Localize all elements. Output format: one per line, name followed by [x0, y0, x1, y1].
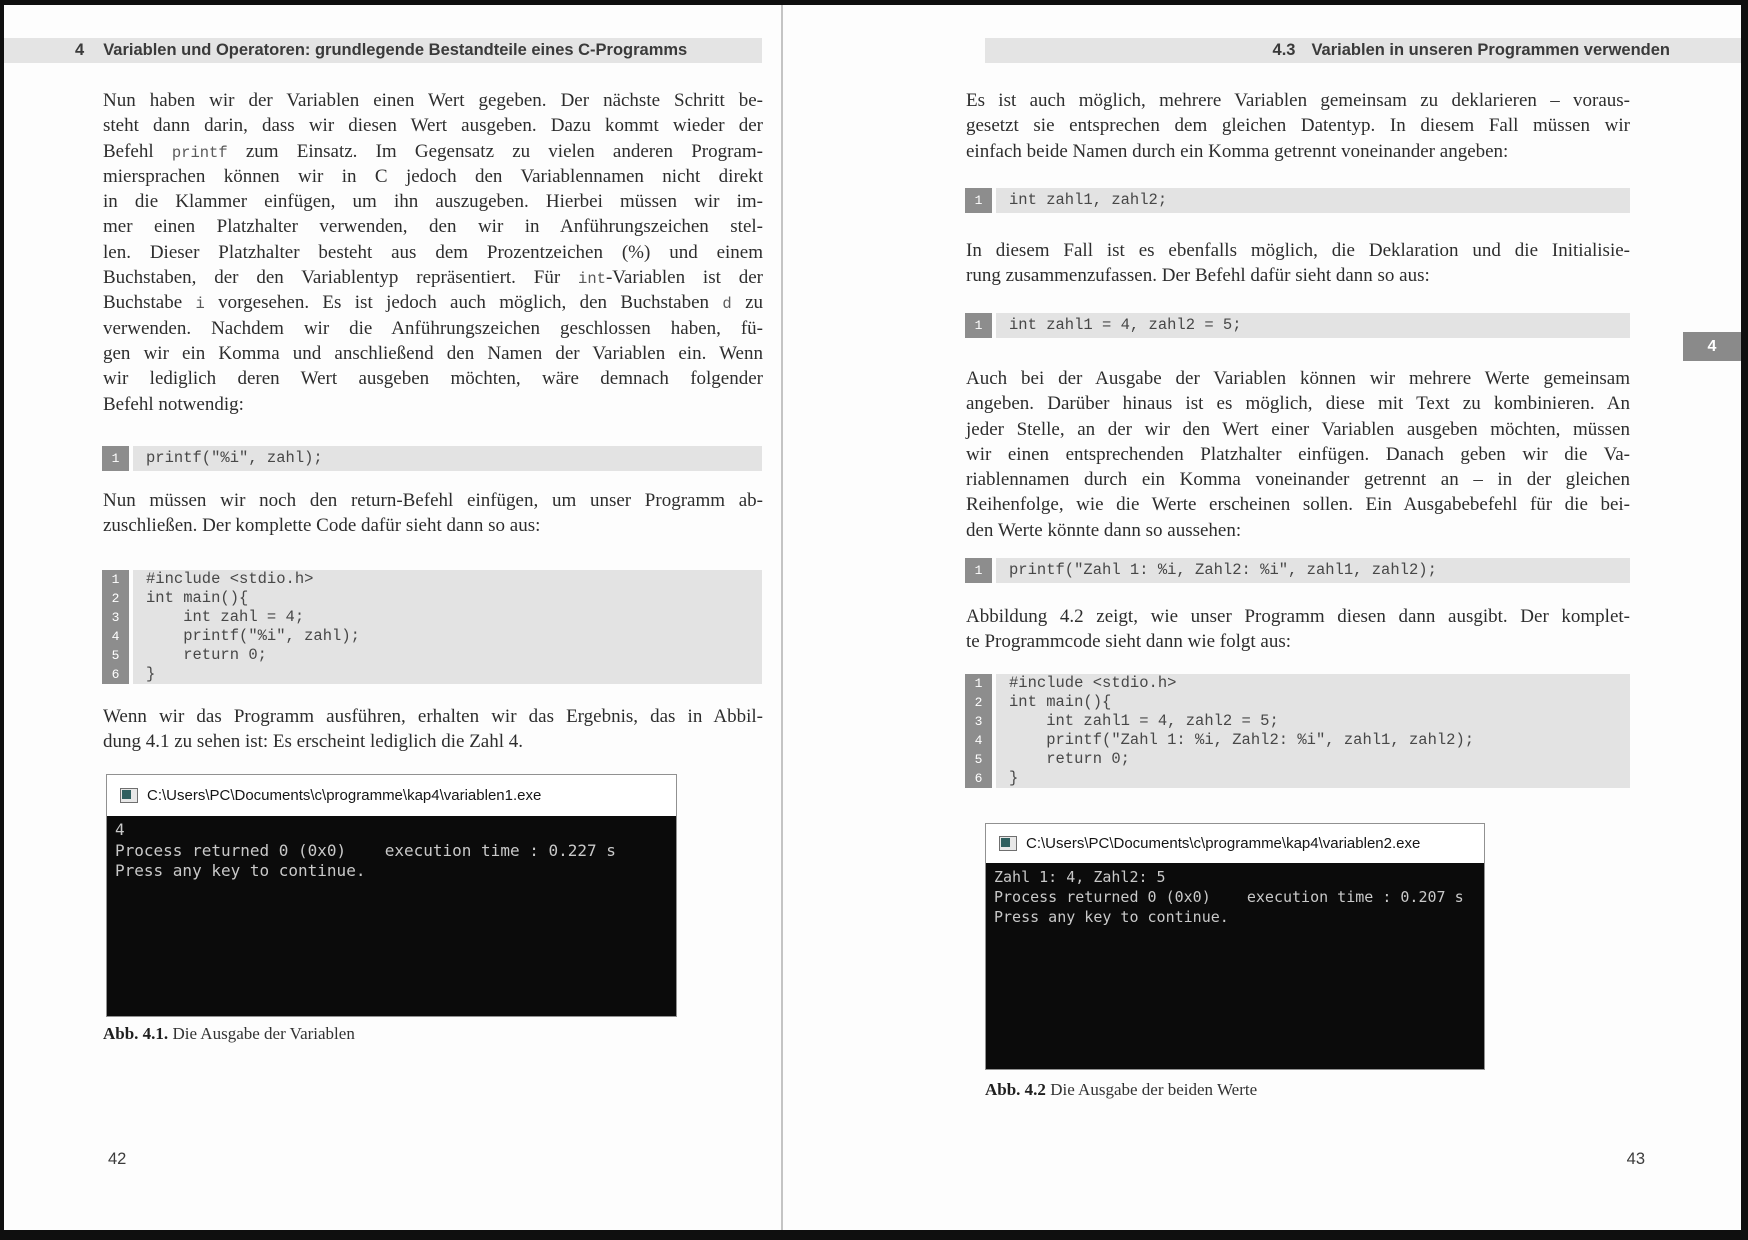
line-number: 6	[102, 665, 129, 684]
paragraph	[966, 238, 1630, 289]
text-segment: te Programmcode sieht dann wie folgt aus:	[966, 631, 1292, 653]
line-number: 6	[965, 769, 992, 788]
inline-code: printf	[171, 143, 228, 162]
page-number: 43	[1626, 1150, 1645, 1168]
figure-caption	[985, 1080, 1257, 1100]
text-segment: verwenden. Nachdem wir die Anführungszeichen geschlossen haben, fü-	[103, 317, 763, 339]
code-line	[102, 608, 762, 627]
caption-text: Die Ausgabe der Variablen	[168, 1024, 355, 1043]
line-number: 3	[102, 608, 129, 627]
page-divider	[781, 5, 783, 1230]
caption-label: Abb. 4.2	[985, 1080, 1046, 1099]
text-line	[103, 392, 763, 417]
code-text: return 0;	[996, 750, 1630, 769]
text-segment: riablennamen durch ein Komma voneinander getrennt an – in der gleichen	[966, 469, 1630, 491]
text-line	[966, 518, 1630, 543]
text-segment: gesetzt sie entsprechen dem gleichen Datentyp. In diesem Fall müssen wir	[966, 115, 1630, 137]
text-segment: angeben. Darüber hinaus ist es möglich, diese mit Text zu kombinieren. An	[966, 393, 1630, 415]
text-segment: wir einen entsprechenden Platzhalter einfügen. Danach geben wir die Va-	[966, 443, 1630, 465]
console-icon-screen	[122, 790, 131, 799]
text-line	[966, 417, 1630, 442]
text-line	[103, 240, 763, 265]
console-titlebar	[107, 775, 676, 816]
scan-border-left	[0, 0, 4, 1240]
code-text: int zahl1, zahl2;	[996, 188, 1630, 213]
code-line	[102, 589, 762, 608]
console-screen	[986, 863, 1484, 1069]
text-line	[103, 88, 763, 113]
text-segment: len. Dieser Platzhalter besteht aus dem Prozentzeichen (%) und einem	[103, 241, 763, 263]
text-segment: wir lediglich deren Wert ausgeben möchten, wäre demnach folgender	[103, 368, 763, 390]
text-segment: jeder Stelle, an der wir den Wert einer Variablen ausgeben möchten, müssen	[966, 418, 1630, 440]
paragraph	[103, 704, 763, 755]
code-line	[965, 674, 1630, 693]
text-line	[103, 704, 763, 729]
text-line	[966, 442, 1630, 467]
text-line	[966, 139, 1630, 164]
text-segment: in die Klammer einfügen, um ihn auszugeben. Hierbei müssen wir im-	[103, 191, 763, 213]
text-segment: In diesem Fall ist es ebenfalls möglich, die Deklaration und die Initialisie-	[966, 240, 1630, 261]
text-segment: Nun haben wir der Variablen einen Wert gegeben. Der nächste Schritt be-	[103, 90, 763, 111]
code-line	[102, 665, 762, 684]
inline-code: i	[195, 295, 205, 314]
code-listing	[965, 558, 1630, 583]
paragraph	[966, 604, 1630, 655]
code-line	[102, 646, 762, 665]
line-number: 5	[965, 750, 992, 769]
text-segment: einfach beide Namen durch ein Komma getrennt voneinander angeben:	[966, 140, 1509, 162]
text-line	[103, 113, 763, 138]
line-number: 4	[102, 627, 129, 646]
text-segment: Befehl notwendig:	[103, 393, 244, 415]
line-number: 1	[965, 674, 992, 693]
scan-border-right	[1741, 0, 1748, 1240]
code-line	[965, 188, 1630, 213]
console-icon-screen	[1001, 838, 1010, 847]
figure-caption	[103, 1024, 355, 1044]
console-output-line: Process returned 0 (0x0) execution time : 0.207 s	[994, 888, 1464, 906]
line-number: 2	[965, 693, 992, 712]
code-text: printf("Zahl 1: %i, Zahl2: %i", zahl1, zahl2);	[996, 558, 1630, 583]
text-segment: Reihenfolge, wie die Werte erscheinen sollen. Ein Ausgabebefehl für die bei-	[966, 494, 1630, 516]
code-line	[965, 712, 1630, 731]
code-text: printf("%i", zahl);	[133, 446, 762, 471]
section-title: Variablen in unseren Programmen verwenden	[1311, 41, 1670, 59]
code-listing	[102, 446, 762, 471]
text-line	[103, 265, 763, 290]
code-line	[965, 731, 1630, 750]
inline-code: d	[722, 295, 732, 314]
code-text: }	[996, 769, 1630, 788]
text-line	[966, 604, 1630, 629]
text-line	[103, 488, 763, 513]
console-output-line: Press any key to continue.	[994, 908, 1229, 926]
code-listing	[965, 313, 1630, 338]
text-line	[966, 629, 1630, 654]
text-segment: gen wir ein Komma und anschließend den Namen der Variablen ein. Wenn	[103, 342, 763, 364]
text-segment: Buchstabe	[103, 292, 196, 314]
console-output-line: Press any key to continue.	[115, 861, 366, 880]
paragraph	[103, 488, 763, 539]
line-number: 1	[102, 570, 129, 589]
text-segment: vorgesehen. Es ist jedoch auch möglich, den Buchstaben	[204, 292, 723, 314]
code-text: return 0;	[133, 646, 762, 665]
code-text: printf("Zahl 1: %i, Zahl2: %i", zahl1, zahl2);	[996, 731, 1630, 750]
text-line	[103, 214, 763, 239]
line-number: 1	[965, 188, 992, 213]
chapter-thumb-tab: 4	[1683, 332, 1741, 361]
running-header-left	[4, 38, 762, 63]
code-line	[965, 750, 1630, 769]
text-segment: zum Einsatz. Im Gegensatz zu vielen anderen Program-	[227, 140, 763, 162]
text-line	[966, 113, 1630, 138]
console-window-icon	[120, 788, 138, 803]
text-line	[966, 263, 1630, 288]
code-line	[102, 627, 762, 646]
text-segment: mer einen Platzhalter verwenden, den wir in Anführungszeichen stel-	[103, 216, 763, 238]
text-line	[103, 366, 763, 391]
line-number: 1	[102, 446, 129, 471]
code-text: int zahl1 = 4, zahl2 = 5;	[996, 313, 1630, 338]
code-line	[965, 558, 1630, 583]
paragraph	[103, 88, 763, 417]
text-segment: Befehl	[103, 140, 172, 162]
text-segment: zu	[731, 292, 763, 314]
inline-code: int	[578, 270, 606, 289]
console-title-path: C:\Users\PC\Documents\c\programme\kap4\variablen1.exe	[147, 787, 542, 804]
text-line	[103, 189, 763, 214]
text-line	[966, 238, 1630, 263]
code-text: int main(){	[996, 693, 1630, 712]
code-text: #include <stdio.h>	[996, 674, 1630, 693]
caption-label: Abb. 4.1.	[103, 1024, 169, 1043]
console-window	[985, 823, 1485, 1070]
text-line	[103, 729, 763, 754]
console-output-line: Zahl 1: 4, Zahl2: 5	[994, 868, 1166, 886]
section-number: 4.3	[1272, 41, 1296, 59]
text-line	[103, 341, 763, 366]
console-titlebar	[986, 824, 1484, 863]
chapter-title: Variablen und Operatoren: grundlegende Bestandteile eines C-Programms	[103, 41, 688, 59]
code-line	[965, 769, 1630, 788]
text-segment: Auch bei der Ausgabe der Variablen können wir mehrere Werte gemeinsam	[966, 368, 1630, 389]
code-text: int zahl = 4;	[133, 608, 762, 627]
line-number: 1	[965, 313, 992, 338]
code-line	[102, 570, 762, 589]
text-line	[103, 513, 763, 538]
line-number: 5	[102, 646, 129, 665]
text-line	[103, 316, 763, 341]
code-text: printf("%i", zahl);	[133, 627, 762, 646]
text-segment: Buchstaben, der den Variablentyp repräsentiert. Für	[103, 267, 579, 289]
text-segment: Es ist auch möglich, mehrere Variablen gemeinsam zu deklarieren – voraus-	[966, 90, 1630, 111]
text-line	[966, 391, 1630, 416]
paragraph	[966, 88, 1630, 164]
line-number: 2	[102, 589, 129, 608]
text-segment: miersprachen können wir in C jedoch den Variablennamen nicht direkt	[103, 165, 763, 187]
scan-border-bottom	[0, 1230, 1748, 1240]
text-segment: Nun müssen wir noch den return-Befehl einfügen, um unser Programm ab-	[103, 490, 763, 511]
code-listing	[965, 674, 1630, 788]
caption-text: Die Ausgabe der beiden Werte	[1045, 1080, 1258, 1099]
paragraph	[966, 366, 1630, 543]
text-line	[103, 139, 763, 164]
chapter-number: 4	[75, 41, 85, 59]
text-segment: rung zusammenzufassen. Der Befehl dafür sieht dann so aus:	[966, 265, 1430, 287]
code-text: int main(){	[133, 589, 762, 608]
line-number: 1	[965, 558, 992, 583]
text-segment: den Werte könnte dann so aussehen:	[966, 519, 1242, 541]
text-line	[103, 290, 763, 315]
console-window	[106, 774, 677, 1017]
console-title-path: C:\Users\PC\Documents\c\programme\kap4\variablen2.exe	[1026, 835, 1421, 852]
code-listing	[965, 188, 1630, 213]
console-screen	[107, 816, 676, 1016]
console-output-line: 4	[115, 820, 125, 839]
code-line	[965, 693, 1630, 712]
code-listing	[102, 570, 762, 684]
text-segment: -Variablen ist der	[605, 267, 763, 289]
code-line	[965, 313, 1630, 338]
code-text: #include <stdio.h>	[133, 570, 762, 589]
line-number: 4	[965, 731, 992, 750]
text-line	[966, 492, 1630, 517]
code-text: int zahl1 = 4, zahl2 = 5;	[996, 712, 1630, 731]
text-line	[103, 164, 763, 189]
code-line	[102, 446, 762, 471]
code-text: }	[133, 665, 762, 684]
text-segment: Wenn wir das Programm ausführen, erhalten wir das Ergebnis, das in Abbil-	[103, 706, 763, 727]
page-number: 42	[108, 1150, 127, 1168]
text-segment: Abbildung 4.2 zeigt, wie unser Programm diesen dann ausgibt. Der komplet-	[966, 606, 1630, 627]
console-output-line: Process returned 0 (0x0) execution time : 0.227 s	[115, 840, 616, 860]
scan-border-top	[0, 0, 1748, 5]
text-segment: dung 4.1 zu sehen ist: Es erscheint lediglich die Zahl 4.	[103, 731, 524, 753]
console-window-icon	[999, 836, 1017, 851]
text-segment: zuschließen. Der komplette Code dafür sieht dann so aus:	[103, 515, 541, 537]
line-number: 3	[965, 712, 992, 731]
text-line	[966, 366, 1630, 391]
text-line	[966, 467, 1630, 492]
text-line	[966, 88, 1630, 113]
text-segment: steht dann darin, dass wir diesen Wert ausgeben. Dazu kommt wieder der	[103, 115, 763, 137]
running-header-right	[985, 38, 1741, 63]
